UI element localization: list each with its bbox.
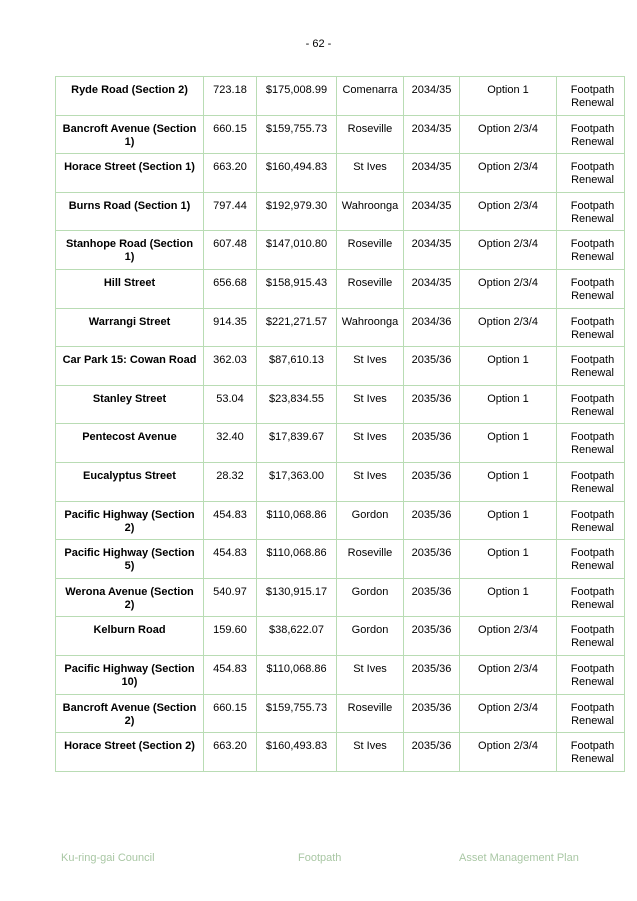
category-cell: Footpath Renewal xyxy=(557,733,625,772)
year-cell: 2035/36 xyxy=(404,540,460,579)
table-row xyxy=(56,347,625,386)
suburb-cell: Gordon xyxy=(337,617,404,656)
table-row xyxy=(56,694,625,733)
suburb-cell: St Ives xyxy=(337,424,404,463)
option-cell: Option 1 xyxy=(460,77,557,116)
road-name-cell: Warrangi Street xyxy=(56,308,204,347)
option-cell: Option 2/3/4 xyxy=(460,192,557,231)
cost-cell: $175,008.99 xyxy=(257,77,337,116)
cost-cell: $17,363.00 xyxy=(257,462,337,501)
category-cell: Footpath Renewal xyxy=(557,578,625,617)
road-name-cell: Kelburn Road xyxy=(56,617,204,656)
cost-cell: $159,755.73 xyxy=(257,115,337,154)
suburb-cell: St Ives xyxy=(337,347,404,386)
cost-cell: $110,068.86 xyxy=(257,655,337,694)
table-row xyxy=(56,77,625,116)
length-cell: 362.03 xyxy=(204,347,257,386)
year-cell: 2034/35 xyxy=(404,269,460,308)
length-cell: 53.04 xyxy=(204,385,257,424)
cost-cell: $160,494.83 xyxy=(257,154,337,193)
table-row xyxy=(56,617,625,656)
option-cell: Option 1 xyxy=(460,347,557,386)
length-cell: 159.60 xyxy=(204,617,257,656)
year-cell: 2035/36 xyxy=(404,694,460,733)
road-name-cell: Car Park 15: Cowan Road xyxy=(56,347,204,386)
option-cell: Option 1 xyxy=(460,462,557,501)
year-cell: 2034/35 xyxy=(404,77,460,116)
cost-cell: $160,493.83 xyxy=(257,733,337,772)
length-cell: 540.97 xyxy=(204,578,257,617)
option-cell: Option 2/3/4 xyxy=(460,269,557,308)
road-name-cell: Bancroft Avenue (Section 1) xyxy=(56,115,204,154)
suburb-cell: Roseville xyxy=(337,269,404,308)
year-cell: 2035/36 xyxy=(404,655,460,694)
option-cell: Option 1 xyxy=(460,578,557,617)
table-row xyxy=(56,424,625,463)
table-row xyxy=(56,385,625,424)
road-name-cell: Pacific Highway (Section 2) xyxy=(56,501,204,540)
length-cell: 454.83 xyxy=(204,540,257,579)
year-cell: 2035/36 xyxy=(404,462,460,501)
table-row xyxy=(56,655,625,694)
cost-cell: $192,979.30 xyxy=(257,192,337,231)
cost-cell: $130,915.17 xyxy=(257,578,337,617)
suburb-cell: Wahroonga xyxy=(337,192,404,231)
suburb-cell: St Ives xyxy=(337,655,404,694)
length-cell: 914.35 xyxy=(204,308,257,347)
option-cell: Option 2/3/4 xyxy=(460,308,557,347)
road-name-cell: Ryde Road (Section 2) xyxy=(56,77,204,116)
category-cell: Footpath Renewal xyxy=(557,269,625,308)
year-cell: 2034/35 xyxy=(404,154,460,193)
category-cell: Footpath Renewal xyxy=(557,655,625,694)
suburb-cell: Roseville xyxy=(337,694,404,733)
category-cell: Footpath Renewal xyxy=(557,154,625,193)
table-row xyxy=(56,501,625,540)
option-cell: Option 1 xyxy=(460,540,557,579)
suburb-cell: Gordon xyxy=(337,501,404,540)
road-name-cell: Burns Road (Section 1) xyxy=(56,192,204,231)
option-cell: Option 1 xyxy=(460,501,557,540)
category-cell: Footpath Renewal xyxy=(557,192,625,231)
suburb-cell: Roseville xyxy=(337,115,404,154)
road-name-cell: Stanhope Road (Section 1) xyxy=(56,231,204,270)
option-cell: Option 2/3/4 xyxy=(460,231,557,270)
cost-cell: $110,068.86 xyxy=(257,540,337,579)
length-cell: 454.83 xyxy=(204,655,257,694)
year-cell: 2035/36 xyxy=(404,578,460,617)
road-name-cell: Pacific Highway (Section 5) xyxy=(56,540,204,579)
table-row xyxy=(56,578,625,617)
length-cell: 663.20 xyxy=(204,154,257,193)
length-cell: 454.83 xyxy=(204,501,257,540)
suburb-cell: Wahroonga xyxy=(337,308,404,347)
road-name-cell: Werona Avenue (Section 2) xyxy=(56,578,204,617)
table-row xyxy=(56,115,625,154)
cost-cell: $38,622.07 xyxy=(257,617,337,656)
year-cell: 2035/36 xyxy=(404,385,460,424)
year-cell: 2035/36 xyxy=(404,347,460,386)
option-cell: Option 2/3/4 xyxy=(460,655,557,694)
road-name-cell: Pacific Highway (Section 10) xyxy=(56,655,204,694)
category-cell: Footpath Renewal xyxy=(557,424,625,463)
suburb-cell: Comenarra xyxy=(337,77,404,116)
cost-cell: $110,068.86 xyxy=(257,501,337,540)
length-cell: 797.44 xyxy=(204,192,257,231)
road-name-cell: Hill Street xyxy=(56,269,204,308)
year-cell: 2035/36 xyxy=(404,733,460,772)
footer-document-title: Asset Management Plan xyxy=(459,852,579,864)
road-name-cell: Stanley Street xyxy=(56,385,204,424)
table-row xyxy=(56,733,625,772)
footer-council-name: Ku-ring-gai Council xyxy=(61,852,155,864)
year-cell: 2034/35 xyxy=(404,231,460,270)
road-name-cell: Eucalyptus Street xyxy=(56,462,204,501)
category-cell: Footpath Renewal xyxy=(557,115,625,154)
road-name-cell: Pentecost Avenue xyxy=(56,424,204,463)
length-cell: 32.40 xyxy=(204,424,257,463)
footer-section-name: Footpath xyxy=(298,852,342,864)
suburb-cell: Roseville xyxy=(337,231,404,270)
table-row xyxy=(56,540,625,579)
option-cell: Option 2/3/4 xyxy=(460,733,557,772)
option-cell: Option 1 xyxy=(460,385,557,424)
suburb-cell: St Ives xyxy=(337,462,404,501)
year-cell: 2035/36 xyxy=(404,617,460,656)
category-cell: Footpath Renewal xyxy=(557,231,625,270)
length-cell: 28.32 xyxy=(204,462,257,501)
cost-cell: $23,834.55 xyxy=(257,385,337,424)
table-row xyxy=(56,462,625,501)
cost-cell: $221,271.57 xyxy=(257,308,337,347)
length-cell: 656.68 xyxy=(204,269,257,308)
road-name-cell: Horace Street (Section 1) xyxy=(56,154,204,193)
suburb-cell: St Ives xyxy=(337,733,404,772)
category-cell: Footpath Renewal xyxy=(557,501,625,540)
table-row xyxy=(56,269,625,308)
asset-renewal-table xyxy=(55,76,625,772)
option-cell: Option 1 xyxy=(460,424,557,463)
page-number: - 62 - xyxy=(305,38,332,50)
cost-cell: $147,010.80 xyxy=(257,231,337,270)
category-cell: Footpath Renewal xyxy=(557,308,625,347)
year-cell: 2035/36 xyxy=(404,501,460,540)
category-cell: Footpath Renewal xyxy=(557,617,625,656)
length-cell: 660.15 xyxy=(204,694,257,733)
category-cell: Footpath Renewal xyxy=(557,694,625,733)
option-cell: Option 2/3/4 xyxy=(460,694,557,733)
table-row xyxy=(56,231,625,270)
category-cell: Footpath Renewal xyxy=(557,347,625,386)
length-cell: 660.15 xyxy=(204,115,257,154)
suburb-cell: Roseville xyxy=(337,540,404,579)
road-name-cell: Bancroft Avenue (Section 2) xyxy=(56,694,204,733)
suburb-cell: St Ives xyxy=(337,154,404,193)
year-cell: 2034/35 xyxy=(404,115,460,154)
road-name-cell: Horace Street (Section 2) xyxy=(56,733,204,772)
table-row xyxy=(56,192,625,231)
length-cell: 607.48 xyxy=(204,231,257,270)
cost-cell: $17,839.67 xyxy=(257,424,337,463)
table-row xyxy=(56,308,625,347)
cost-cell: $159,755.73 xyxy=(257,694,337,733)
category-cell: Footpath Renewal xyxy=(557,385,625,424)
length-cell: 723.18 xyxy=(204,77,257,116)
option-cell: Option 2/3/4 xyxy=(460,617,557,656)
suburb-cell: Gordon xyxy=(337,578,404,617)
length-cell: 663.20 xyxy=(204,733,257,772)
cost-cell: $158,915.43 xyxy=(257,269,337,308)
category-cell: Footpath Renewal xyxy=(557,540,625,579)
year-cell: 2034/35 xyxy=(404,192,460,231)
cost-cell: $87,610.13 xyxy=(257,347,337,386)
year-cell: 2034/36 xyxy=(404,308,460,347)
option-cell: Option 2/3/4 xyxy=(460,115,557,154)
table-row xyxy=(56,154,625,193)
category-cell: Footpath Renewal xyxy=(557,462,625,501)
category-cell: Footpath Renewal xyxy=(557,77,625,116)
suburb-cell: St Ives xyxy=(337,385,404,424)
year-cell: 2035/36 xyxy=(404,424,460,463)
option-cell: Option 2/3/4 xyxy=(460,154,557,193)
